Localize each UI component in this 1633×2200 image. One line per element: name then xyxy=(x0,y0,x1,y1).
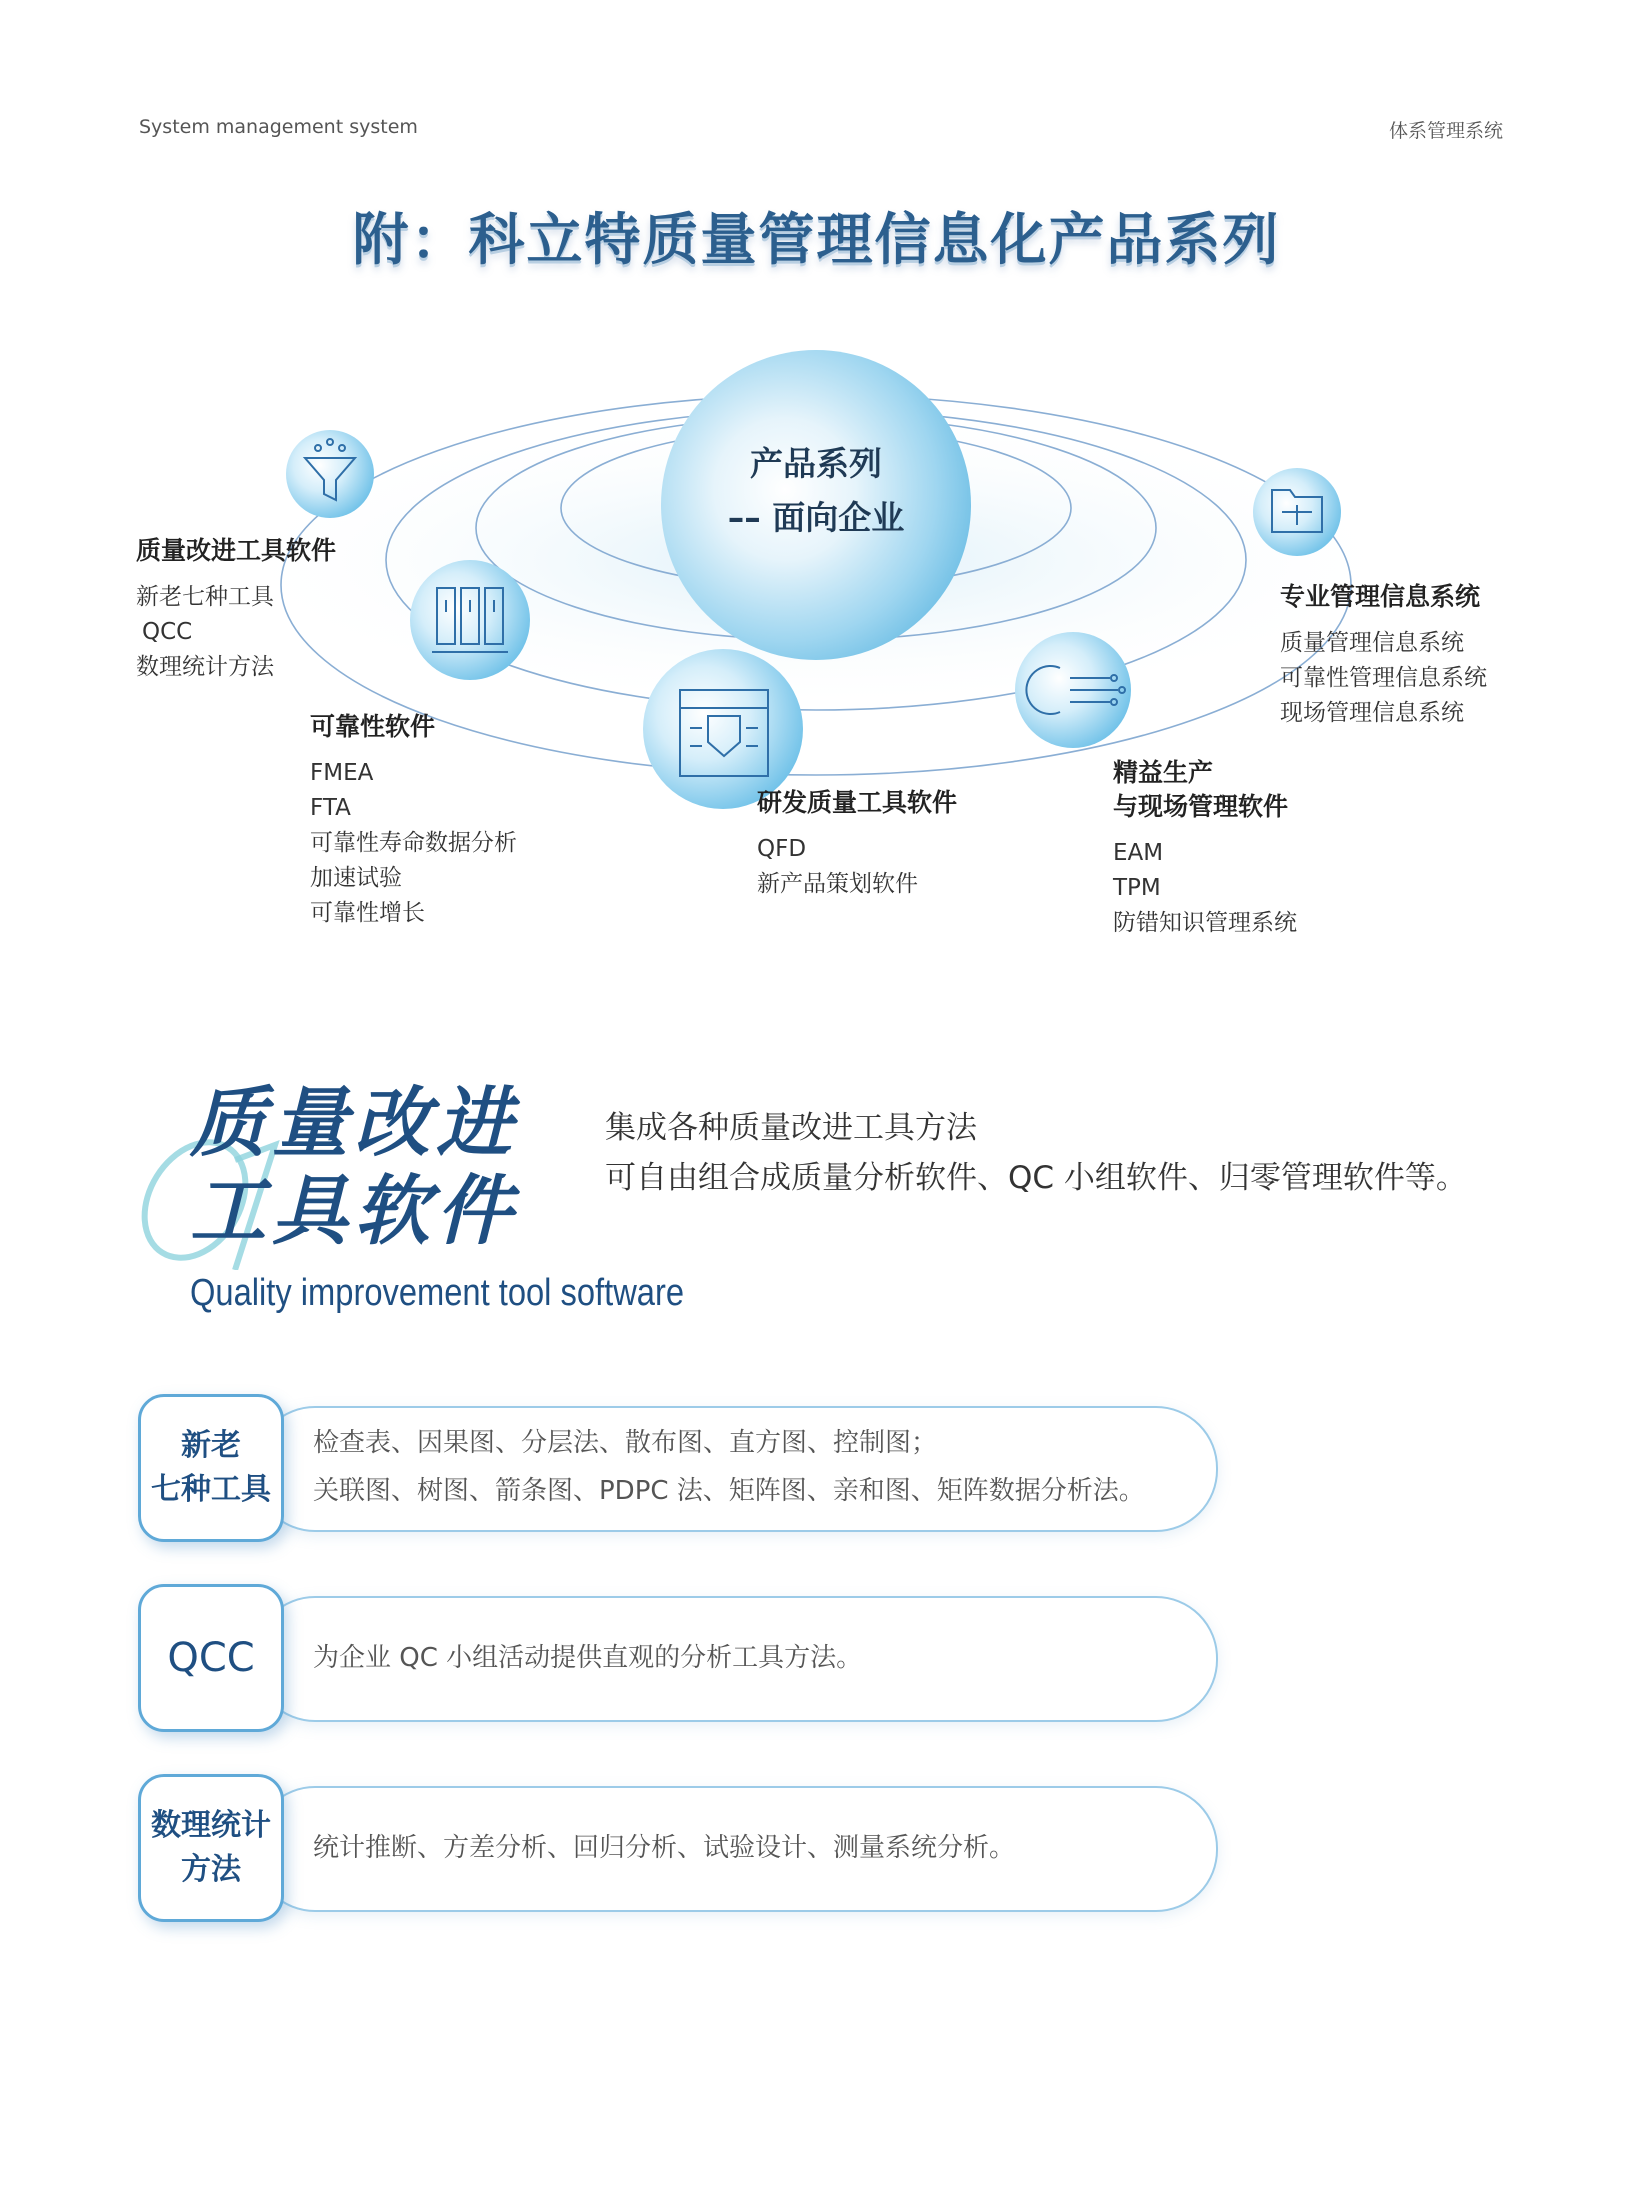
list-item: 新产品策划软件 xyxy=(757,871,918,897)
group-heading-management-info: 专业管理信息系统 xyxy=(1280,582,1481,611)
card-qcc xyxy=(133,1584,1218,1734)
section-title-line2: 工具软件 xyxy=(190,1166,518,1255)
group-heading-reliability: 可靠性软件 xyxy=(310,712,436,741)
list-item: QFD xyxy=(757,836,807,862)
list-item: 数理统计方法 xyxy=(136,654,274,680)
group-list-quality-improvement xyxy=(136,580,274,685)
header-left: System management system xyxy=(139,116,418,138)
list-item: 质量管理信息系统 xyxy=(1280,630,1464,656)
list-item: FTA xyxy=(310,795,351,821)
list-item: 可靠性寿命数据分析 xyxy=(310,830,517,856)
group-list-management-info xyxy=(1280,626,1487,731)
list-item: 加速试验 xyxy=(310,865,402,891)
center-label-line2: –– 面向企业 xyxy=(727,498,905,537)
list-item: 现场管理信息系统 xyxy=(1280,700,1464,726)
funnel-icon xyxy=(286,430,374,518)
list-item: EAM xyxy=(1113,840,1164,866)
group-list-lean-production xyxy=(1113,836,1297,941)
folder-icon xyxy=(1253,468,1341,556)
card-statistics xyxy=(133,1774,1218,1924)
section-intro-line2: 可自由组合成质量分析软件、QC 小组软件、归零管理软件等。 xyxy=(605,1160,1467,1196)
page-title: 附：科立特质量管理信息化产品系列 xyxy=(352,208,1281,273)
list-item: TPM xyxy=(1113,875,1161,901)
card-description: 统计推断、方差分析、回归分析、试验设计、测量系统分析。 xyxy=(313,1833,1016,1863)
list-item: FMEA xyxy=(310,760,374,786)
card-seven-tools xyxy=(133,1394,1218,1544)
center-label-line1: 产品系列 xyxy=(750,444,882,483)
group-list-reliability xyxy=(310,756,517,931)
card-description: 为企业 QC 小组活动提供直观的分析工具方法。 xyxy=(313,1643,863,1673)
card-description: 检查表、因果图、分层法、散布图、直方图、控制图； 关联图、树图、箭条图、PDPC 法、矩阵图、亲和图、矩阵数据分析法。 xyxy=(313,1428,1145,1506)
list-item: 新老七种工具 xyxy=(136,584,274,610)
gear-circuit-icon xyxy=(1015,632,1131,748)
group-heading-lean-production: 精益生产 与现场管理软件 xyxy=(1113,758,1289,821)
card-badge: 数理统计 方法 xyxy=(138,1774,284,1922)
list-item: QCC xyxy=(142,619,193,645)
card-badge: QCC xyxy=(138,1584,284,1732)
group-heading-quality-improvement: 质量改进工具软件 xyxy=(136,536,337,565)
section-subtitle-en: Quality improvement tool software xyxy=(190,1272,685,1314)
server-rack-icon xyxy=(410,560,530,680)
list-item: 可靠性管理信息系统 xyxy=(1280,665,1487,691)
section-intro-line1: 集成各种质量改进工具方法 xyxy=(605,1110,977,1146)
document-shield-icon xyxy=(643,649,803,809)
header-right: 体系管理系统 xyxy=(1388,120,1503,142)
group-heading-rd-quality: 研发质量工具软件 xyxy=(757,788,958,817)
section-title-line1: 质量改进 xyxy=(190,1078,518,1167)
list-item: 防错知识管理系统 xyxy=(1113,910,1297,936)
list-item: 可靠性增长 xyxy=(310,900,425,926)
group-list-rd-quality xyxy=(757,832,918,902)
card-badge: 新老 七种工具 xyxy=(138,1394,284,1542)
